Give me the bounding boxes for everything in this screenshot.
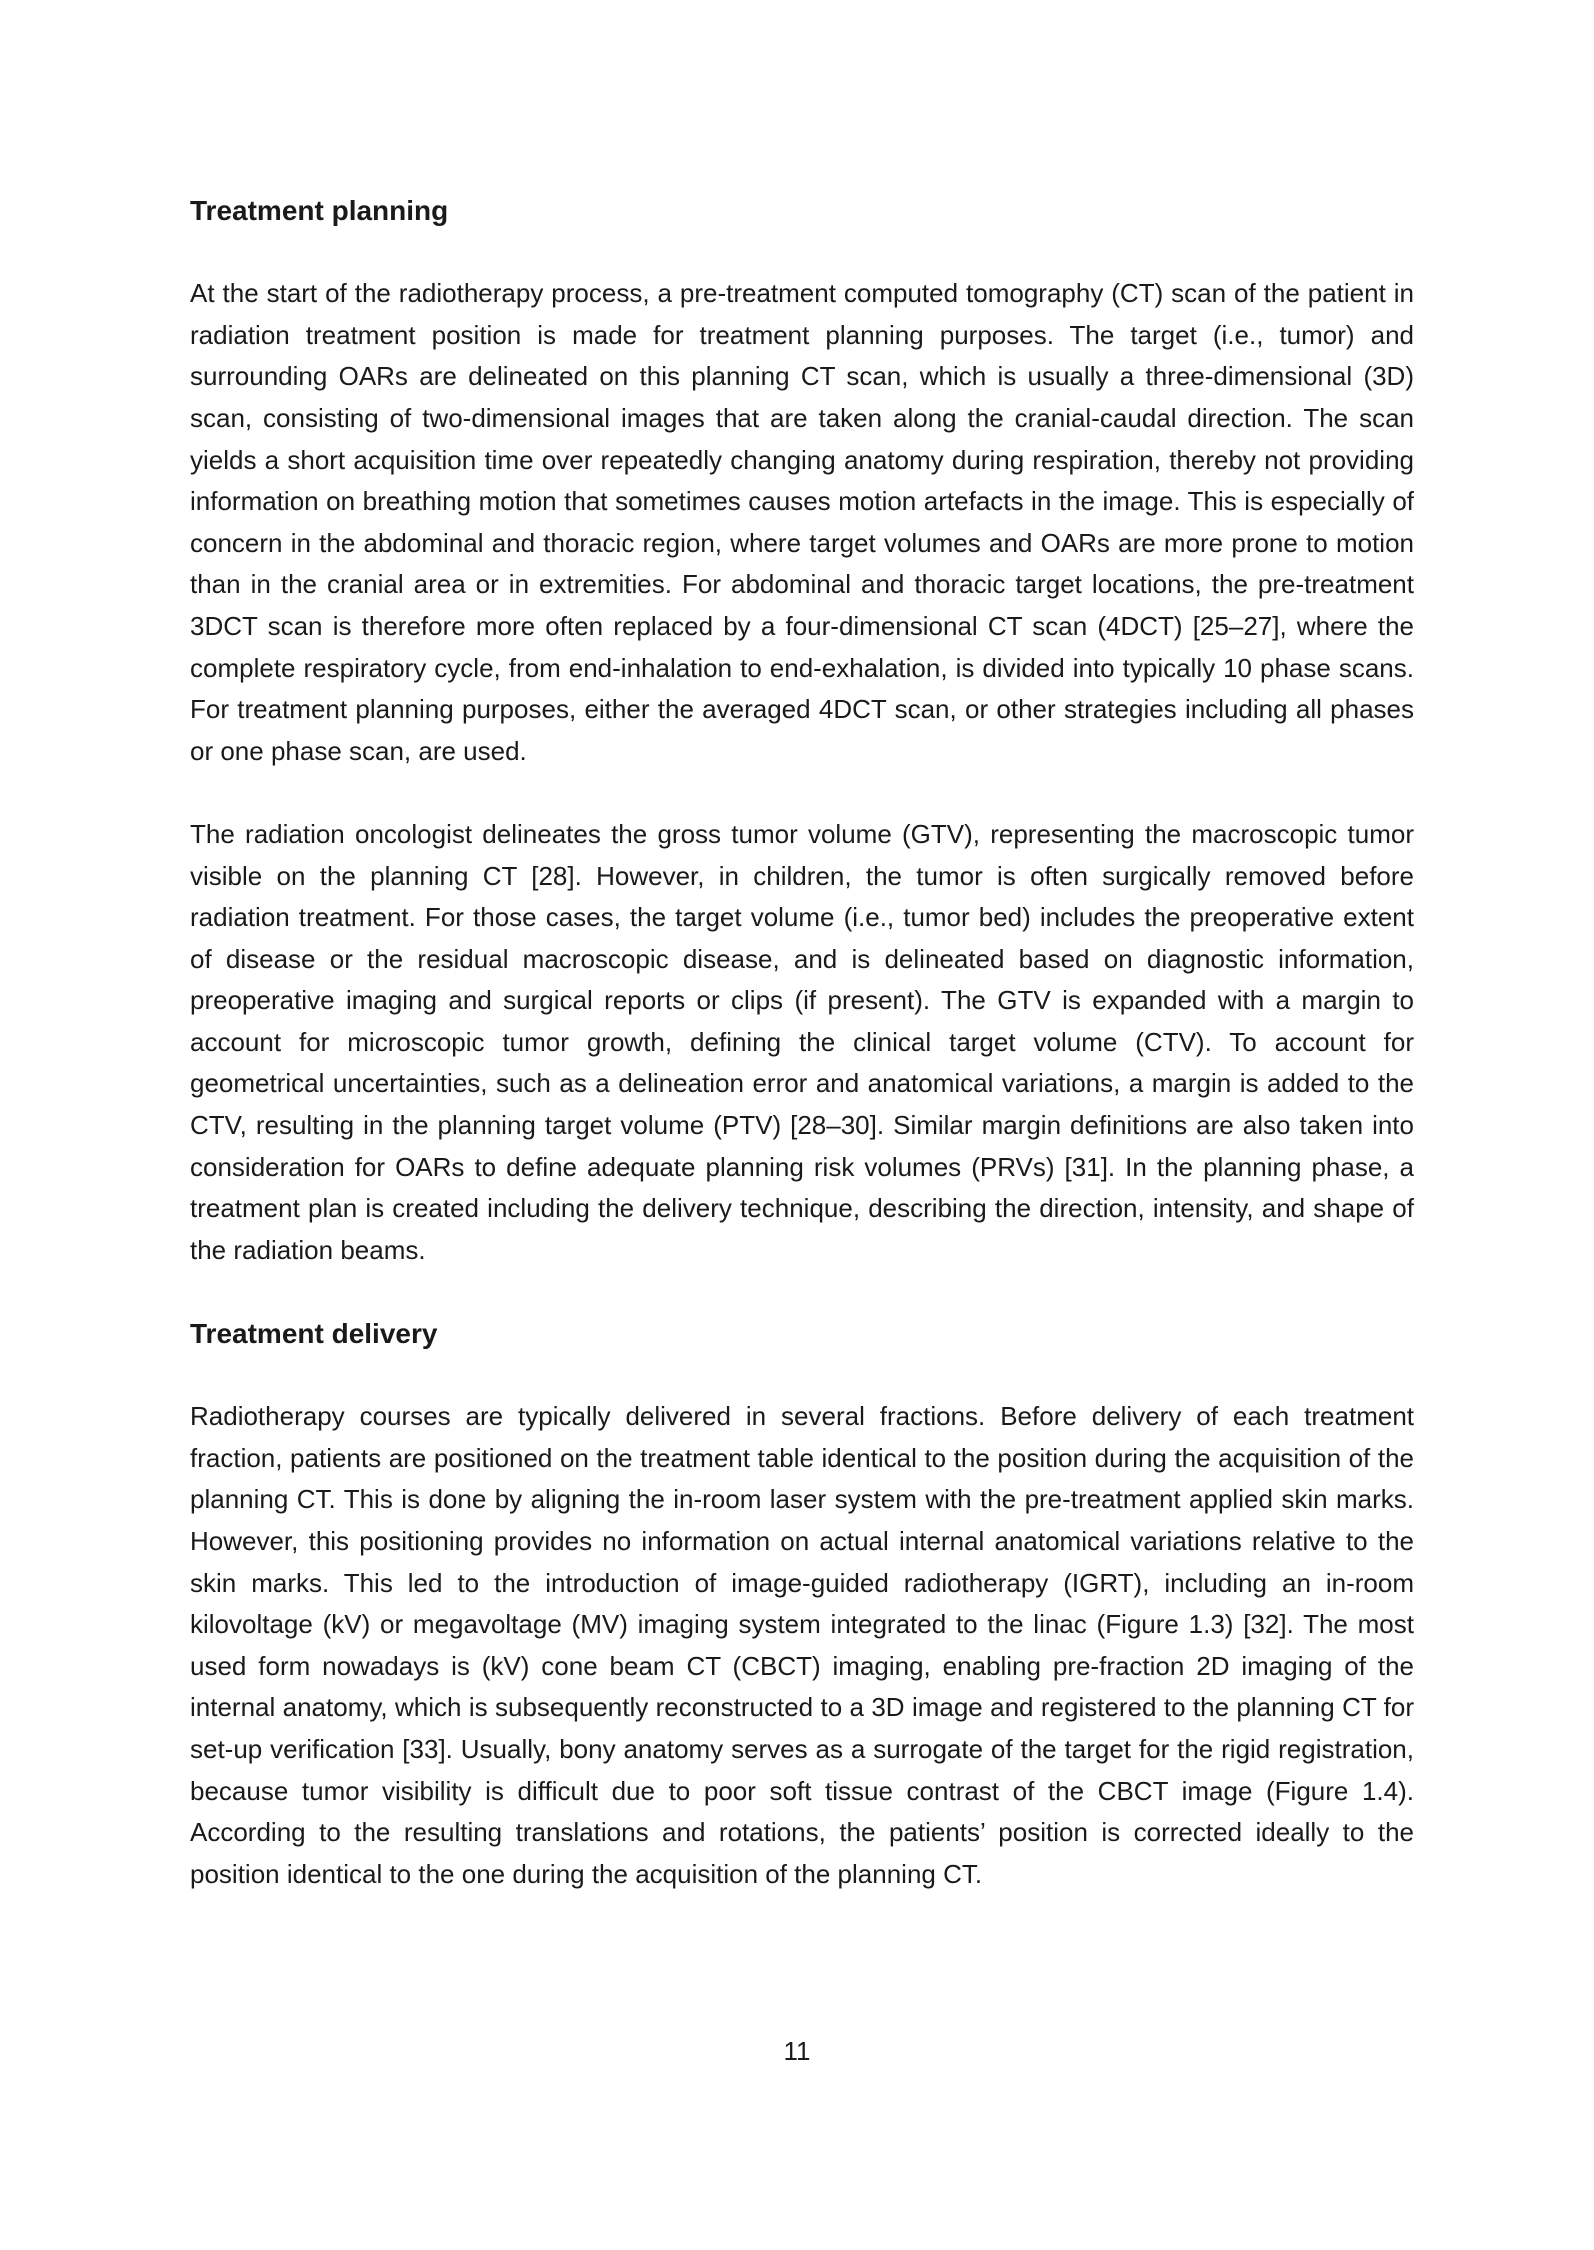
- section-heading-treatment-planning: Treatment planning: [190, 195, 449, 226]
- page-number: 11: [783, 2036, 811, 2066]
- paragraph-treatment-delivery: Radiotherapy courses are typically delivered in several fractions. Before delivery of each treatment fraction, patients are positioned on the treatment table identical to the position during the acquisition of the planning CT. This is done by aligning the in-room laser system with the pre-treatment applied skin marks. However, this positioning provides no information on actual internal anatomical variations relative to the skin marks. This led to the introduction of image-guided radiotherapy (IGRT), including an in-room kilovoltage (kV) or megavoltage (MV) imaging system integrated to the linac (Figure 1.3) [32]. The most used form nowadays is (kV) cone beam CT (CBCT) imaging, enabling pre-fraction 2D imaging of the internal anatomy, which is subsequently reconstructed to a 3D image and registered to the planning CT for set-up verification [33]. Usually, bony anatomy serves as a surrogate of the target for the rigid registration, because tumor visibility is difficult due to poor soft tissue contrast of the CBCT image (Figure 1.4). According to the resulting translations and rotations, the patients’ position is corrected ideally to the position identical to the one during the acquisition of the planning CT.: [190, 1401, 1414, 1889]
- document-page: [190, 190, 1414, 1895]
- paragraph-planning-ct: At the start of the radiotherapy process, a pre-treatment computed tomography (CT) scan of the patient in radiation treatment position is made for treatment planning purposes. The target (i.e., tumor) and surrounding OARs are delineated on this planning CT scan, which is usually a three-dimensional (3D) scan, consisting of two-dimensional images that are taken along the cranial-caudal direction. The scan yields a short acquisition time over repeatedly changing anatomy during respiration, thereby not providing information on breathing motion that sometimes causes motion artefacts in the image. This is especially of concern in the abdominal and thoracic region, where target volumes and OARs are more prone to motion than in the cranial area or in extremities. For abdominal and thoracic target locations, the pre-treatment 3DCT scan is therefore more often replaced by a four-dimensional CT scan (4DCT) [25–27], where the complete respiratory cycle, from end-inhalation to end-exhalation, is divided into typically 10 phase scans. For treatment planning purposes, either the averaged 4DCT scan, or other strategies including all phases or one phase scan, are used.: [190, 278, 1414, 766]
- paragraph-target-volumes: The radiation oncologist delineates the gross tumor volume (GTV), representing the macroscopic tumor visible on the planning CT [28]. However, in children, the tumor is often surgically removed before radiation treatment. For those cases, the target volume (i.e., tumor bed) includes the preoperative extent of disease or the residual macroscopic disease, and is delineated based on diagnostic information, preoperative imaging and surgical reports or clips (if present). The GTV is expanded with a margin to account for microscopic tumor growth, defining the clinical target volume (CTV). To account for geometrical uncertainties, such as a delineation error and anatomical variations, a margin is added to the CTV, resulting in the planning target volume (PTV) [28–30]. Similar margin definitions are also taken into consideration for OARs to define adequate planning risk volumes (PRVs) [31]. In the planning phase, a treatment plan is created including the delivery technique, describing the direction, intensity, and shape of the radiation beams.: [190, 818, 1414, 1265]
- section-heading-treatment-delivery: Treatment delivery: [190, 1318, 438, 1350]
